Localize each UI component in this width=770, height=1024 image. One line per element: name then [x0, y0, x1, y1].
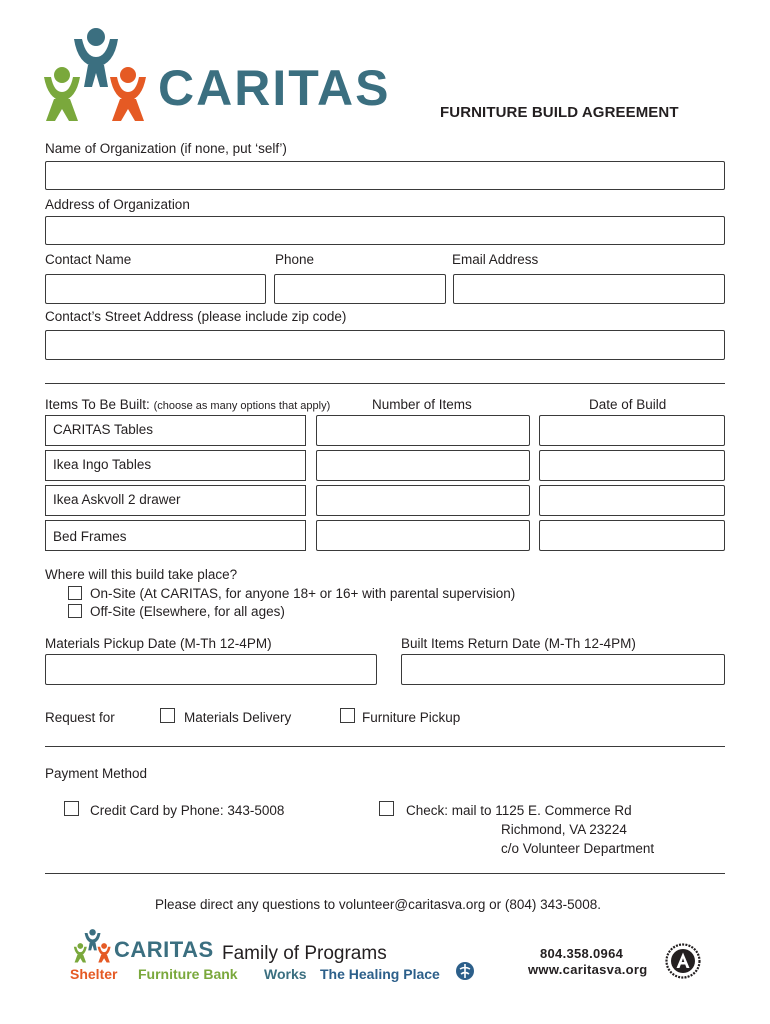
offsite-label: Off-Site (Elsewhere, for all ages) — [90, 604, 285, 619]
phone-field[interactable] — [274, 274, 446, 304]
credit-card-label: Credit Card by Phone: 343-5008 — [90, 803, 285, 818]
footer-logo — [70, 926, 490, 988]
healing-place-icon — [455, 960, 475, 982]
date-build-field[interactable] — [539, 450, 725, 481]
pickup-date-field[interactable] — [45, 654, 377, 685]
org-name-label: Name of Organization (if none, put ‘self’) — [45, 141, 287, 156]
email-field[interactable] — [453, 274, 725, 304]
check-checkbox[interactable] — [379, 801, 394, 816]
divider — [45, 746, 725, 747]
contact-name-field[interactable] — [45, 274, 266, 304]
footer-caritas-wordmark: CARITAS — [114, 937, 214, 962]
logo-wordmark: CARITAS — [158, 60, 391, 116]
americorps-seal-icon — [665, 943, 701, 979]
items-header-note: (choose as many options that apply) — [153, 400, 331, 412]
onsite-label: On-Site (At CARITAS, for anyone 18+ or 16+ with parental supervision) — [90, 586, 516, 601]
program-shelter: Shelter — [70, 966, 118, 982]
pickup-date-label: Materials Pickup Date (M-Th 12-4PM) — [45, 636, 272, 651]
page-title: FURNITURE BUILD AGREEMENT — [440, 104, 679, 121]
return-date-field[interactable] — [401, 654, 725, 685]
credit-card-checkbox[interactable] — [64, 801, 79, 816]
offsite-checkbox[interactable] — [68, 604, 82, 618]
org-name-field[interactable] — [45, 161, 725, 190]
item-row-label: Ikea Askvoll 2 drawer — [45, 485, 306, 516]
footer-website: www.caritasva.org — [528, 962, 648, 977]
email-label: Email Address — [452, 252, 539, 267]
items-header-label: Items To Be Built: — [45, 397, 150, 412]
street-address-label: Contact’s Street Address (please include zip code) — [45, 309, 347, 324]
divider — [45, 873, 725, 874]
footer-family-of-programs: Family of Programs — [222, 943, 387, 964]
caritas-figures-icon — [40, 25, 160, 125]
date-build-field[interactable] — [539, 485, 725, 516]
check-address-line3: c/o Volunteer Department — [501, 841, 655, 856]
number-items-field[interactable] — [316, 520, 530, 551]
program-works: Works — [264, 966, 307, 982]
item-row-label: Bed Frames — [45, 520, 306, 551]
number-items-header: Number of Items — [372, 397, 472, 412]
org-address-label: Address of Organization — [45, 197, 190, 212]
furniture-pickup-checkbox[interactable] — [340, 708, 355, 723]
questions-line: Please direct any questions to volunteer@caritasva.org or (804) 343-5008. — [155, 897, 601, 912]
items-header — [45, 397, 330, 412]
date-build-field[interactable] — [539, 520, 725, 551]
location-question: Where will this build take place? — [45, 567, 238, 582]
date-build-field[interactable] — [539, 415, 725, 446]
caritas-figures-icon — [72, 928, 116, 964]
item-row-label: CARITAS Tables — [45, 415, 306, 446]
materials-delivery-checkbox[interactable] — [160, 708, 175, 723]
check-address-line1: Check: mail to 1125 E. Commerce Rd — [406, 803, 632, 818]
program-furniture-bank: Furniture Bank — [138, 966, 238, 982]
street-address-field[interactable] — [45, 330, 725, 360]
divider — [45, 383, 725, 384]
onsite-checkbox[interactable] — [68, 586, 82, 600]
furniture-pickup-label: Furniture Pickup — [362, 710, 461, 725]
number-items-field[interactable] — [316, 450, 530, 481]
item-row-label: Ikea Ingo Tables — [45, 450, 306, 481]
org-address-field[interactable] — [45, 216, 725, 245]
footer-phone: 804.358.0964 — [540, 946, 624, 961]
date-build-header: Date of Build — [589, 397, 667, 412]
contact-name-label: Contact Name — [45, 252, 132, 267]
return-date-label: Built Items Return Date (M-Th 12-4PM) — [401, 636, 636, 651]
phone-label: Phone — [275, 252, 315, 267]
program-healing-place: The Healing Place — [320, 966, 440, 982]
payment-label: Payment Method — [45, 766, 148, 781]
caritas-logo — [40, 25, 400, 125]
request-label: Request for — [45, 710, 115, 725]
check-address-line2: Richmond, VA 23224 — [501, 822, 627, 837]
number-items-field[interactable] — [316, 415, 530, 446]
materials-delivery-label: Materials Delivery — [184, 710, 292, 725]
number-items-field[interactable] — [316, 485, 530, 516]
